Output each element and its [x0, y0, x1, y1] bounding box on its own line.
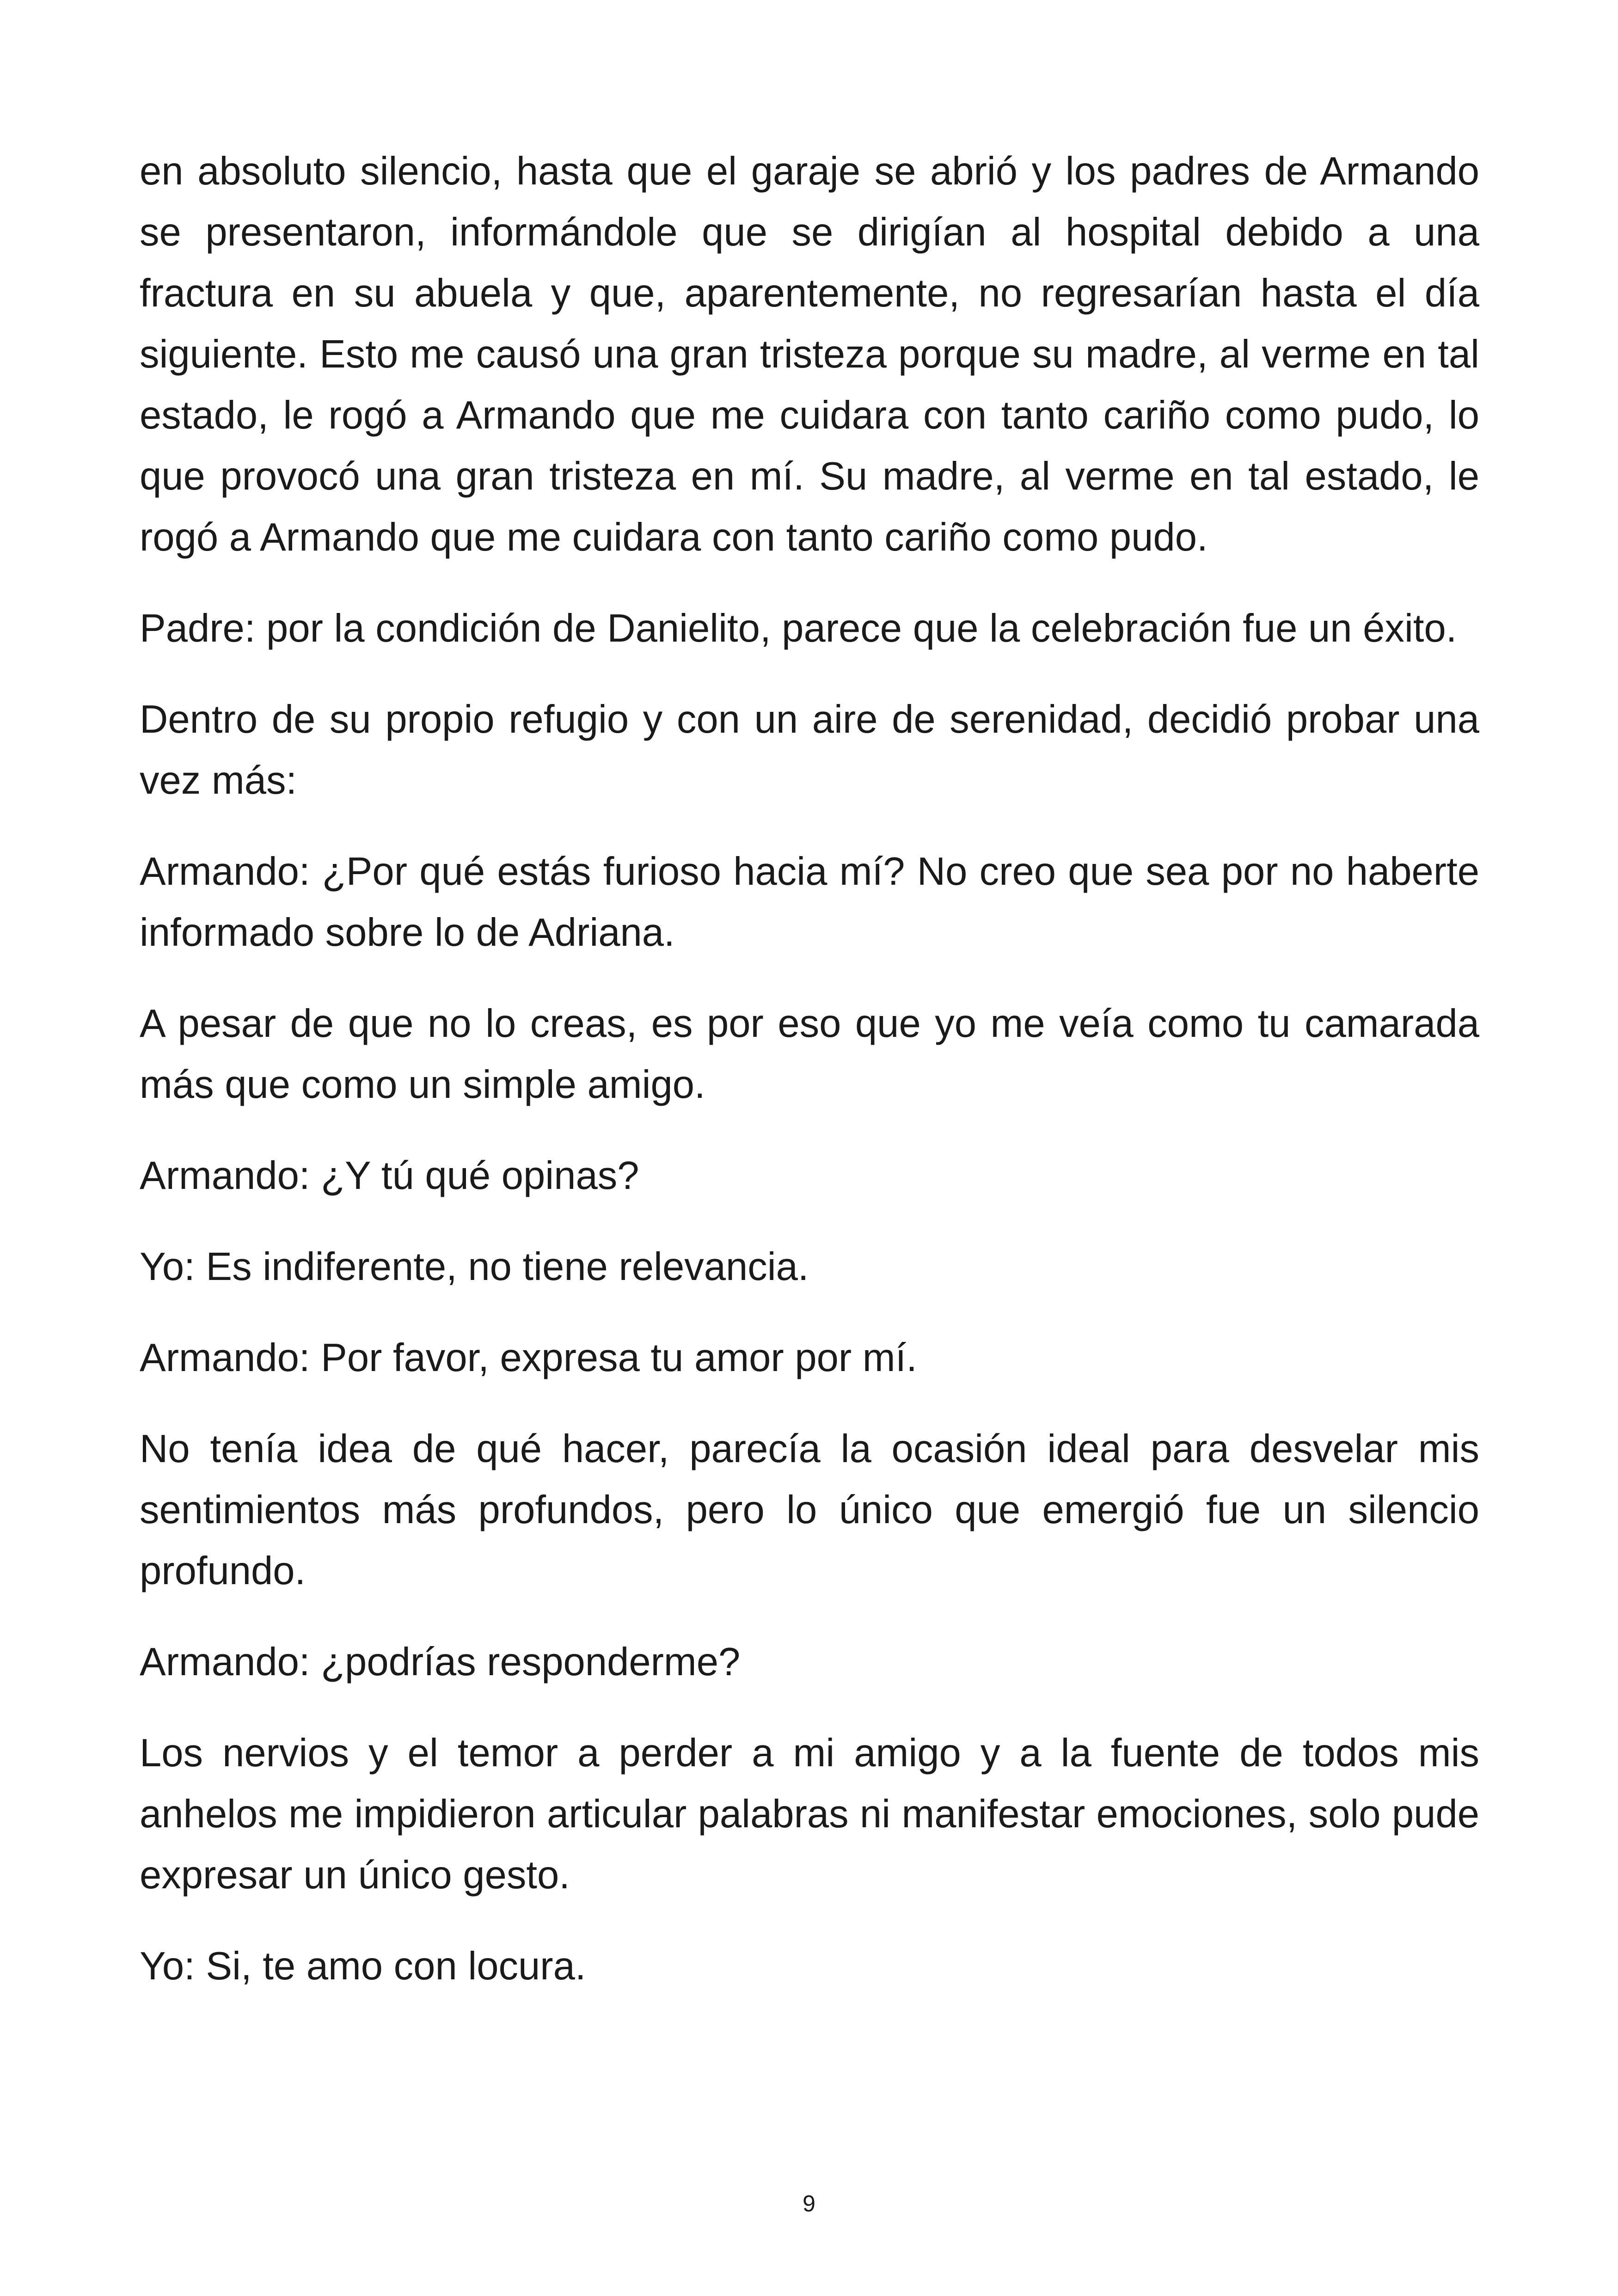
paragraph: No tenía idea de qué hacer, parecía la ocasión ideal para desvelar mis sentimientos más profundos, pero lo único que emergió fue un silencio profundo. — [140, 1427, 1479, 1593]
paragraph: Los nervios y el temor a perder a mi amigo y a la fuente de todos mis anhelos me impidieron articular palabras ni manifestar emociones, solo pude expresar un único gesto. — [140, 1731, 1479, 1897]
paragraph: Armando: ¿podrías responderme? — [140, 1640, 741, 1684]
paragraph: Armando: ¿Y tú qué opinas? — [140, 1154, 639, 1198]
page-number: 9 — [803, 2191, 815, 2216]
paragraph: Armando: Por favor, expresa tu amor por mí. — [140, 1336, 917, 1380]
paragraph: Yo: Es indiferente, no tiene relevancia. — [140, 1245, 809, 1289]
paragraph: en absoluto silencio, hasta que el garaje se abrió y los padres de Armando se presentaron, informándole que se dirigían al hospital debido a una fractura en su abuela y que, aparentemente, no regresarían hasta el día siguiente. Esto me causó una gran tristeza porque su madre, al verme en tal estado, le rogó a Armando que me cuidara con tanto cariño como pudo, lo que provocó una gran tristeza en mí. Su madre, al verme en tal estado, le rogó a Armando que me cuidara con tanto cariño como pudo. — [140, 149, 1479, 559]
paragraph: A pesar de que no lo creas, es por eso que yo me veía como tu camarada más que como un simple amigo. — [140, 1002, 1479, 1107]
paragraph: Yo: Si, te amo con locura. — [140, 1944, 586, 1988]
paragraph: Padre: por la condición de Danielito, parece que la celebración fue un éxito. — [140, 606, 1457, 650]
page-body-text — [140, 141, 1479, 2027]
paragraph: Armando: ¿Por qué estás furioso hacia mí? No creo que sea por no haberte informado sobre lo de Adriana. — [140, 850, 1479, 955]
paragraph: Dentro de su propio refugio y con un aire de serenidad, decidió probar una vez más: — [140, 698, 1479, 802]
